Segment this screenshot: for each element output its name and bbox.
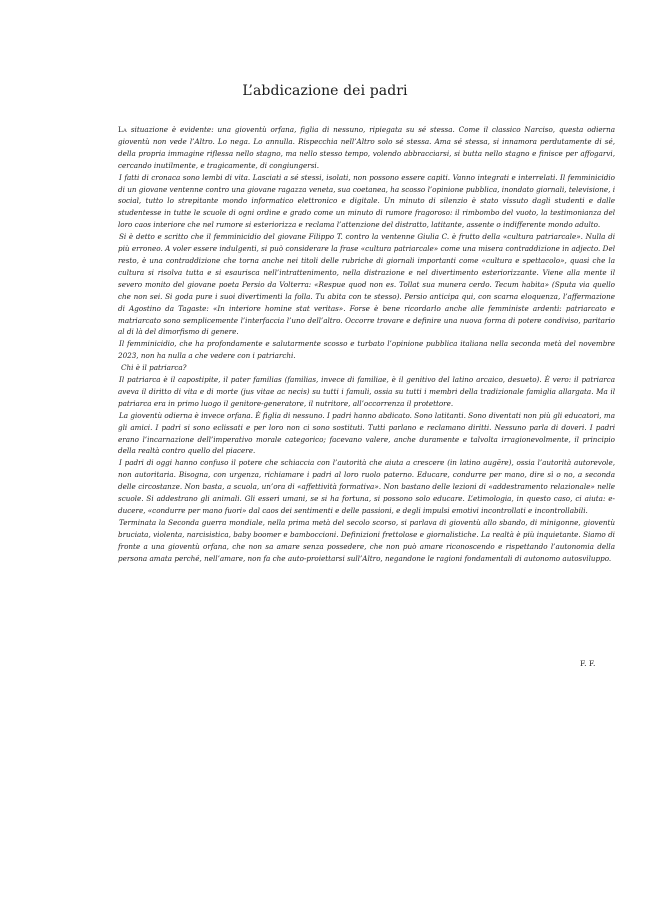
paragraph-4: Il femminicidio, che ha profondamente e salutarmente scosso e turbato l’opinione pubblica italiana nella seconda metà del novembre 2023, non ha nulla a che vedere con i patriarchi. [118, 339, 615, 361]
drop-word: La [118, 125, 127, 134]
paragraph-5: Il patriarca è il capostipite, il pater familias (familias, invece di familiae, è il genitivo del latino arcaico, desueto). È vero: il patriarca aveva il diritto di vita e di morte (jus vitae ac necis) su tutti i famuli, ossia su tutti i membri della tradizionale famiglia allargata. Ma il patriarca era in primo luogo il genitore-generatore, il nutritore, all’occorrenza il protettore. [118, 375, 615, 408]
paragraph-6: La gioventù odierna è invece orfana. È figlia di nessuno. I padri hanno abdicato. Sono latitanti. Sono diventati non più gli educatori, ma gli amici. I padri si sono eclissati e per loro non ci sono sostituti. Tutti parlano e reclamano diritti. Nessuno parla di doveri. I padri erano l’incarnazione dell’imperativo morale categorico; facevano valere, anche duramente e talvolta irragionevolmente, il principio della realtà contro quello del piacere. [118, 410, 615, 456]
article-body [118, 124, 615, 565]
author-signature: F. F. [580, 659, 596, 668]
question-line: Chi è il patriarca? [121, 363, 187, 373]
paragraph-1 [118, 124, 615, 172]
paragraph-2: I fatti di cronaca sono lembi di vita. Lasciati a sé stessi, isolati, non possono essere capiti. Vanno integrati e interrelati. Il femminicidio di un giovane ventenne contro una giovane ragazza veneta, sua coetanea, ha scosso l’opinione pubblica, inondato giornali, televisione, i social, tutto lo strepitante mondo informatico elettronico e digitale. Un minuto di silenzio è stato vissuto dagli studenti e dalle studentesse in tutte le scuole di ogni ordine e grado come un minuto di rumore fragoroso: il rimbombo del vuoto, la testimonianza del loro caos interiore che nel rumore si esteriorizza e reclama l’attenzione del distratto, latitante, assente o indifferente mondo adulto. [118, 172, 615, 230]
paragraph-8: Terminata la Seconda guerra mondiale, nella prima metà del secolo scorso, si parlava di gioventù allo sbando, di minigonne, gioventù bruciata, violenta, narcisistica, baby boomer e bamboccioni. Definizioni frettolose e giornalistiche. La realtà è più inquietante. Siamo di fronte a una gioventù orfana, che non sa amare senza possedere, che non può amare riconoscendo e rispettando l’autonomia della persona amata perché, nell’amare, non fa che auto-proiettarsi sull’Altro, negandone le ragioni fondamentali di autonomo autosviluppo. [118, 517, 615, 563]
paragraph-3: Si è detto e scritto che il femminicidio del giovane Filippo T. contro la ventenne Giulia C. è frutto della «cultura patriarcale». Nulla di più erroneo. A voler essere indulgenti, si può considerare la frase «cultura patriarcale» come una misera contraddizione in adjecto. Del resto, è una contraddizione che torna anche nei titoli delle rubriche di giornali importanti come «cultura e spettacolo», quasi che la cultura si risolva tutta e si esaurisca nell’intrattenimento, nella distrazione e nel divertimento esteriorizzante. Viene alla mente il severo monito del giovane poeta Persio da Volterra: «Respue quod non es. Tollat sua munera cerdo. Tecum habita» (Sputa via quello che non sei. Si goda pure i suoi divertimenti la folla. Tu abita con te stesso). Persio anticipa qui, con scarna eloquenza, l’affermazione di Agostino da Tagaste: «In interiore homine stat veritas». Forse è bene ricordarlo anche alle femministe ardenti: patriarcato e matriarcato sono semplicemente l’interfaccia l’uno dell’altro. Occorre trovare e definire una nuova forma di potere condiviso, paritario al di là del dimorfismo di genere. [118, 232, 615, 337]
paragraph-text: situazione è evidente: una gioventù orfana, figlia di nessuno, ripiegata su sé stessa. Come il classico Narciso, questa odierna gioventù non vede l’Altro. Lo nega. Lo annulla. Rispecchia nell’Altro solo sé stessa. Ama sé stessa, si innamora perdutamente di sé, della propria immagine riflessa nello stagno, ma nello stesso tempo, volendo abbracciarsi, si butta nello stagno e finisce per affogarvi, cercando inutilmente, e tragicamente, di congiungersi. [118, 125, 615, 170]
page-title: L’abdicazione dei padri [242, 83, 408, 99]
paragraph-7: I padri di oggi hanno confuso il potere che schiaccia con l’autorità che aiuta a crescere (in latino augēre), ossia l’autorità autorevole, non autoritaria. Bisogna, con urgenza, richiamare i padri al loro ruolo paterno. Educare, condurre per mano, dire sì o no, a seconda delle circostanze. Non basta, a scuola, un’ora di «affettività formativa». Non bastano delle lezioni di «addestramento relazionale» nelle scuole. Si addestrano gli animali. Gli esseri umani, se si ha fortuna, si possono solo educare. L’etimologia, in questo caso, ci aiuta: e-ducere, «condurre per mano fuori» dal caos dei sentimenti e delle passioni, e degli impulsi emotivi incontrollati e incontrollabili. [118, 458, 615, 515]
